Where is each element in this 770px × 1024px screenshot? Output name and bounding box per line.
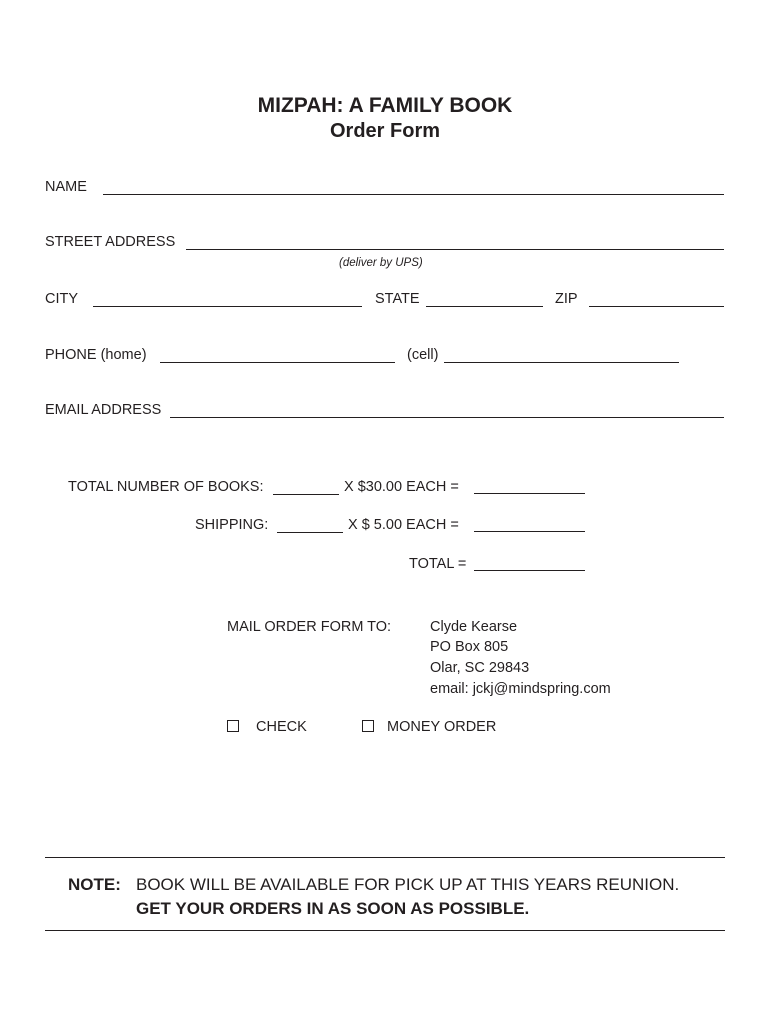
email-label: EMAIL ADDRESS (45, 402, 162, 418)
deliver-note: (deliver by UPS) (339, 257, 423, 269)
total-amount-field[interactable] (474, 570, 585, 571)
street-address-label: STREET ADDRESS (45, 234, 176, 250)
note-line-2: GET YOUR ORDERS IN AS SOON AS POSSIBLE. (136, 899, 530, 918)
books-label: TOTAL NUMBER OF BOOKS: (68, 479, 264, 495)
money-order-checkbox[interactable] (362, 720, 374, 732)
name-field[interactable] (103, 194, 724, 195)
city-field[interactable] (93, 306, 362, 307)
zip-field[interactable] (589, 306, 724, 307)
state-label: STATE (375, 291, 420, 307)
books-quantity-field[interactable] (273, 494, 339, 495)
shipping-price-label: X $ 5.00 EACH = (348, 517, 459, 533)
books-price-label: X $30.00 EACH = (344, 479, 459, 495)
note-line-1: BOOK WILL BE AVAILABLE FOR PICK UP AT THIS YEARS REUNION. (136, 875, 680, 894)
phone-cell-label: (cell) (407, 347, 439, 363)
shipping-quantity-field[interactable] (277, 532, 343, 533)
mail-email: email: jckj@mindspring.com (430, 681, 611, 697)
street-address-field[interactable] (186, 249, 724, 250)
mail-to-label: MAIL ORDER FORM TO: (227, 619, 392, 635)
check-checkbox[interactable] (227, 720, 239, 732)
email-field[interactable] (170, 417, 724, 418)
note-bottom-divider (45, 930, 725, 931)
money-order-label: MONEY ORDER (387, 719, 497, 735)
note-top-divider (45, 857, 725, 858)
city-label: CITY (45, 291, 79, 307)
phone-home-label: PHONE (home) (45, 347, 147, 363)
check-label: CHECK (256, 719, 307, 735)
form-subtitle: Order Form (329, 120, 441, 142)
name-label: NAME (45, 179, 87, 195)
form-title: MIZPAH: A FAMILY BOOK (257, 94, 513, 117)
total-label: TOTAL = (409, 556, 467, 572)
zip-label: ZIP (555, 291, 578, 307)
note-label: NOTE: (68, 875, 121, 894)
books-amount-field[interactable] (474, 493, 585, 494)
mail-city: Olar, SC 29843 (430, 660, 530, 676)
shipping-amount-field[interactable] (474, 531, 585, 532)
phone-cell-field[interactable] (444, 362, 679, 363)
state-field[interactable] (426, 306, 543, 307)
phone-home-field[interactable] (160, 362, 395, 363)
mail-name: Clyde Kearse (430, 619, 518, 635)
shipping-label: SHIPPING: (195, 517, 269, 533)
mail-po-box: PO Box 805 (430, 639, 509, 655)
